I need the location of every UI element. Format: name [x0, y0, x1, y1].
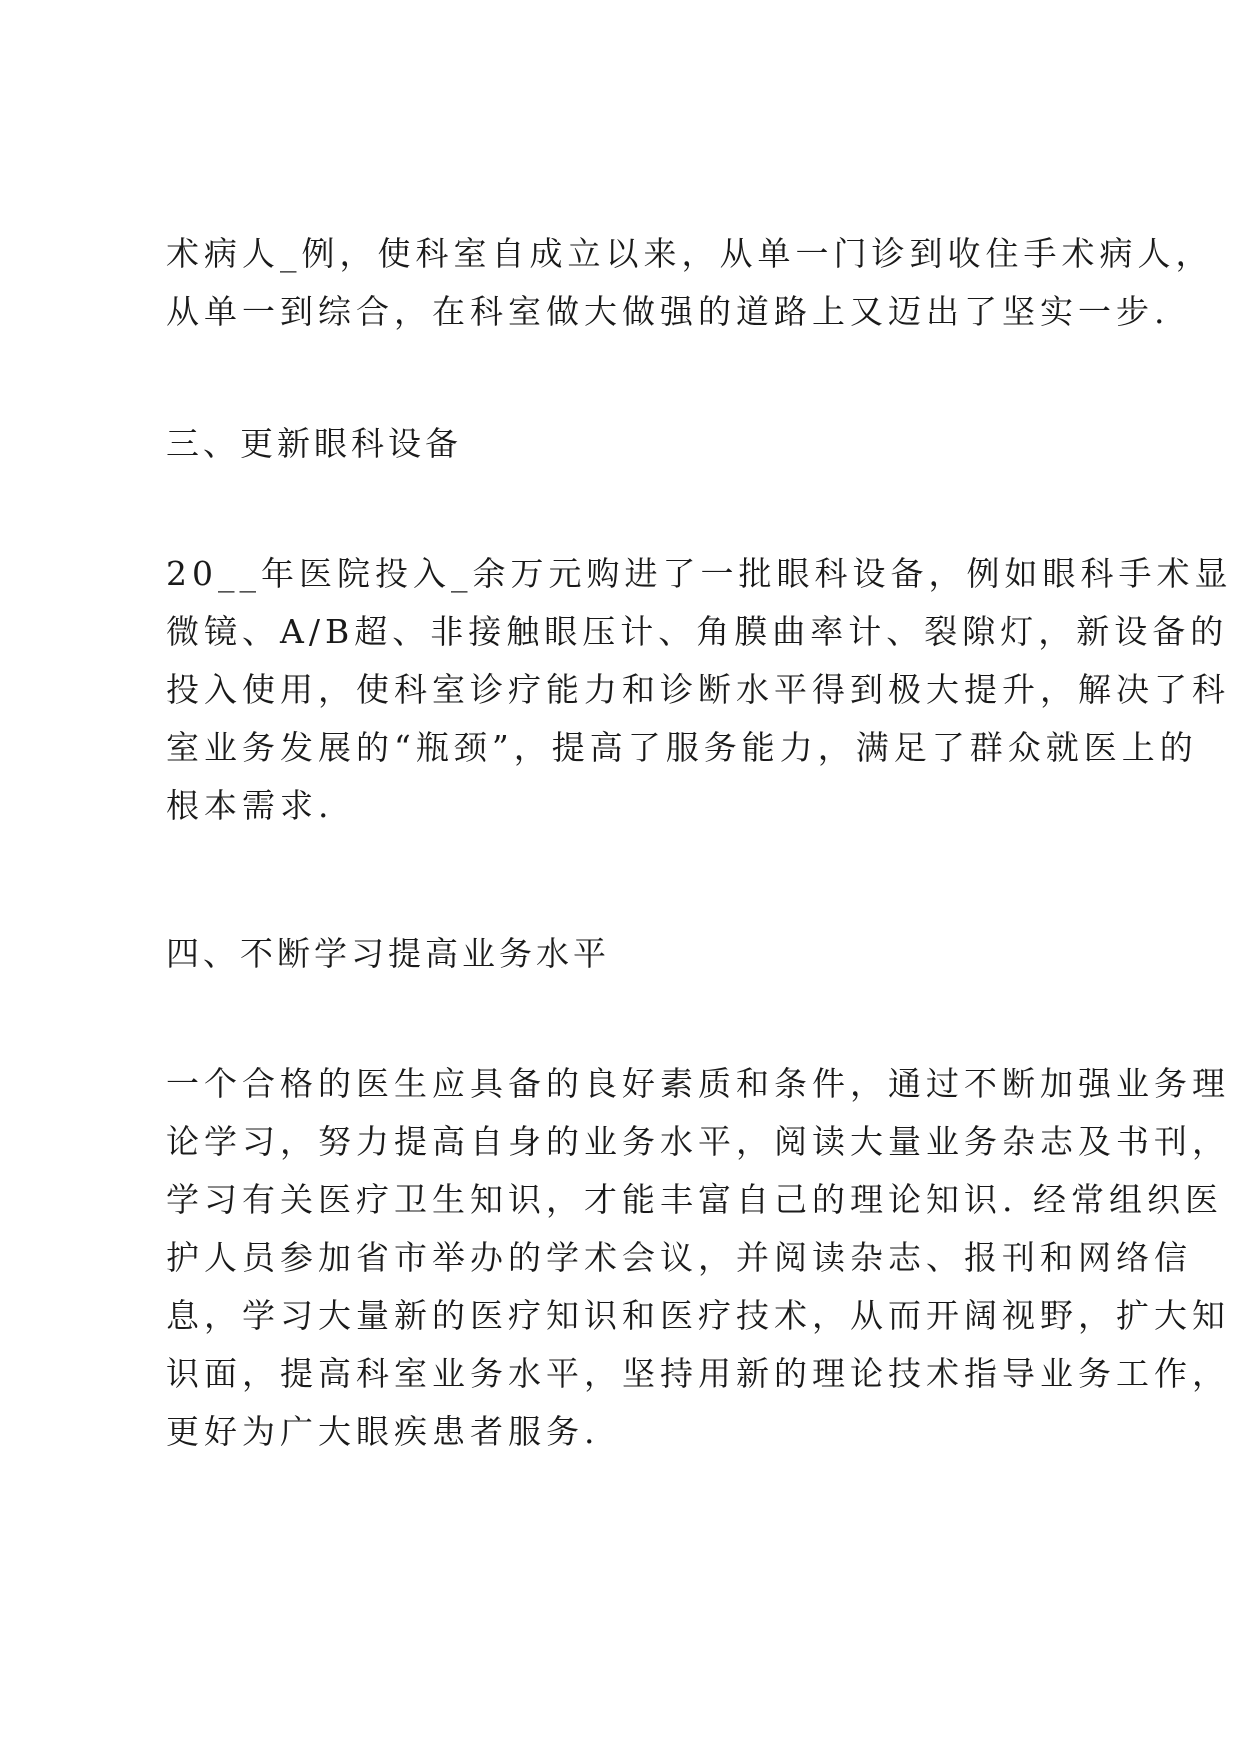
paragraph-line: 护人员参加省市举办的学术会议，并阅读杂志、报刊和网络信 — [166, 1238, 1192, 1277]
paragraph-line: 室业务发展的“瓶颈”，提高了服务能力，满足了群众就医上的 — [166, 728, 1198, 767]
paragraph-equipment — [166, 545, 1233, 835]
paragraph-line: 一个合格的医生应具备的良好素质和条件，通过不断加强业务理 — [166, 1064, 1230, 1103]
section-heading-equipment — [166, 415, 1096, 473]
paragraph-line: 术病人_例，使科室自成立以来，从单一门诊到收住手术病人， — [166, 234, 1214, 273]
paragraph-line: 识面，提高科室业务水平，坚持用新的理论技术指导业务工作， — [166, 1354, 1230, 1393]
section-heading-text: 三、更新眼科设备 — [166, 424, 462, 463]
paragraph-line: 从单一到综合，在科室做大做强的道路上又迈出了坚实一步. — [166, 292, 1170, 331]
paragraph-line: 学习有关医疗卫生知识，才能丰富自己的理论知识. 经常组织医 — [166, 1180, 1223, 1219]
paragraph-line: 论学习，努力提高自身的业务水平，阅读大量业务杂志及书刊， — [166, 1122, 1230, 1161]
section-heading-text: 四、不断学习提高业务水平 — [166, 934, 610, 973]
paragraph-line: 微镜、A/B超、非接触眼压计、角膜曲率计、裂隙灯，新设备的 — [166, 612, 1229, 651]
paragraph-line: 投入使用，使科室诊疗能力和诊断水平得到极大提升，解决了科 — [166, 670, 1230, 709]
paragraph-line: 20__年医院投入_余万元购进了一批眼科设备，例如眼科手术显 — [166, 554, 1233, 593]
paragraph-line: 息，学习大量新的医疗知识和医疗技术，从而开阔视野，扩大知 — [166, 1296, 1230, 1335]
paragraph-line: 根本需求. — [166, 786, 334, 825]
paragraph-surgery-progress — [166, 225, 1214, 341]
paragraph-line: 更好为广大眼疾患者服务. — [166, 1412, 600, 1451]
section-heading-learning — [166, 925, 1096, 983]
paragraph-learning — [166, 1055, 1230, 1461]
